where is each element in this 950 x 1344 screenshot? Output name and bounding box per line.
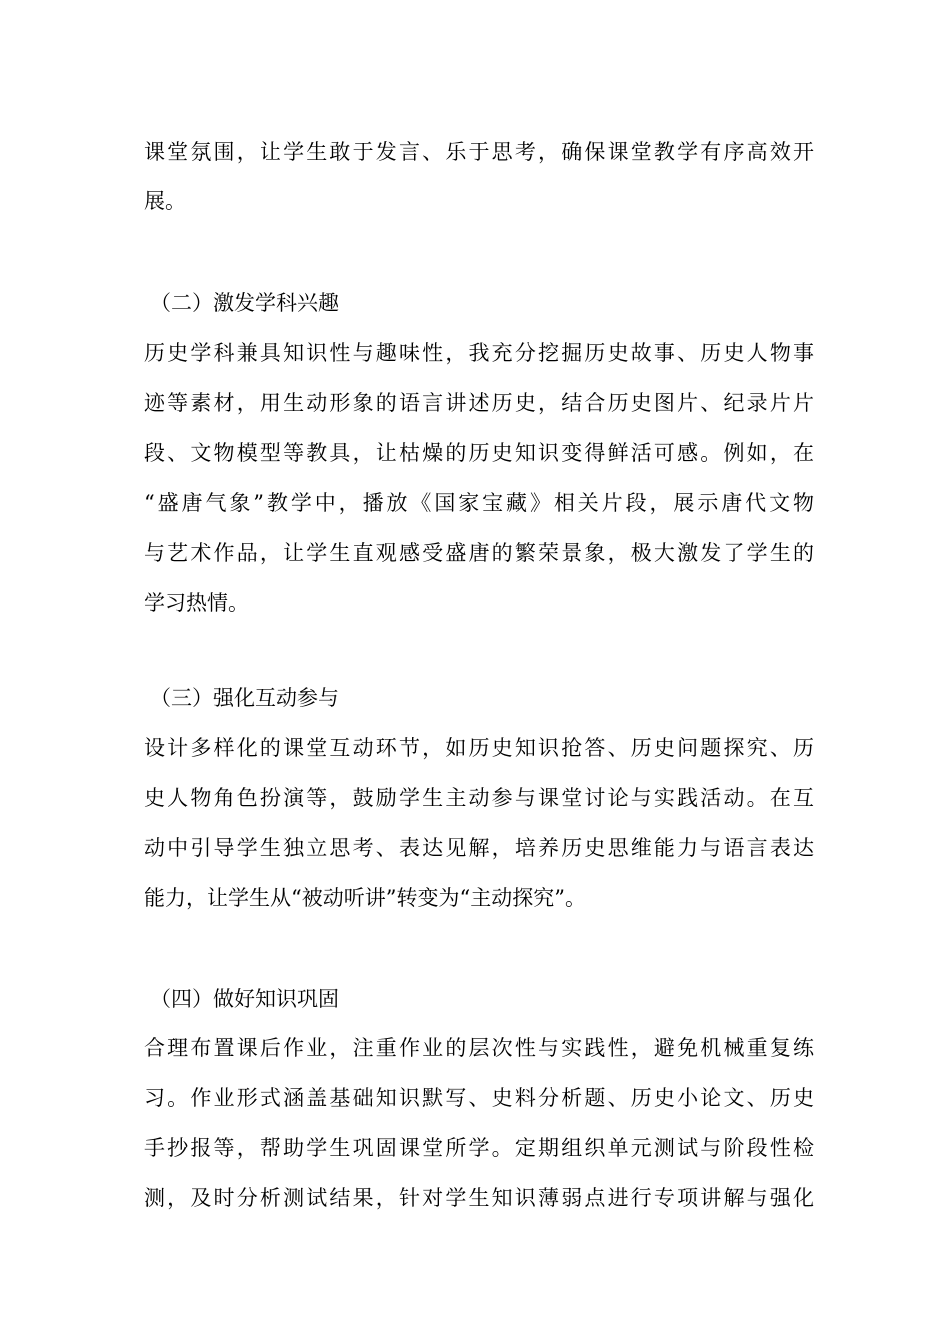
paragraph-line: 测，及时分析测试结果，针对学生知识薄弱点进行专项讲解与强化 <box>144 1186 814 1210</box>
paragraph-line: 设计多样化的课堂互动环节，如历史知识抢答、历史问题探究、历 <box>144 736 814 760</box>
paragraph-line: 历史学科兼具知识性与趣味性，我充分挖掘历史故事、历史人物事 <box>144 341 814 365</box>
paragraph-line: 学习热情。 <box>144 591 249 615</box>
section-heading: （二）激发学科兴趣 <box>150 291 339 315</box>
paragraph-line: “盛唐气象”教学中，播放《国家宝藏》相关片段，展示唐代文物 <box>144 491 814 515</box>
paragraph-line: 段、文物模型等教具，让枯燥的历史知识变得鲜活可感。例如，在 <box>144 441 814 465</box>
paragraph-line: 与艺术作品，让学生直观感受盛唐的繁荣景象，极大激发了学生的 <box>144 541 814 565</box>
paragraph-line: 迹等素材，用生动形象的语言讲述历史，结合历史图片、纪录片片 <box>144 391 814 415</box>
paragraph-line: 能力，让学生从“被动听讲”转变为“主动探究”。 <box>144 886 586 910</box>
paragraph-line: 合理布置课后作业，注重作业的层次性与实践性，避免机械重复练 <box>144 1036 814 1060</box>
section-heading: （四）做好知识巩固 <box>150 987 339 1011</box>
paragraph-line: 习。作业形式涵盖基础知识默写、史料分析题、历史小论文、历史 <box>144 1086 814 1110</box>
paragraph-line: 手抄报等，帮助学生巩固课堂所学。定期组织单元测试与阶段性检 <box>144 1136 814 1160</box>
section-heading: （三）强化互动参与 <box>150 686 339 710</box>
paragraph-line: 课堂氛围，让学生敢于发言、乐于思考，确保课堂教学有序高效开 <box>144 140 814 164</box>
paragraph-line: 动中引导学生独立思考、表达见解，培养历史思维能力与语言表达 <box>144 836 814 860</box>
paragraph-line: 史人物角色扮演等，鼓励学生主动参与课堂讨论与实践活动。在互 <box>144 786 814 810</box>
paragraph-line: 展。 <box>144 189 186 213</box>
